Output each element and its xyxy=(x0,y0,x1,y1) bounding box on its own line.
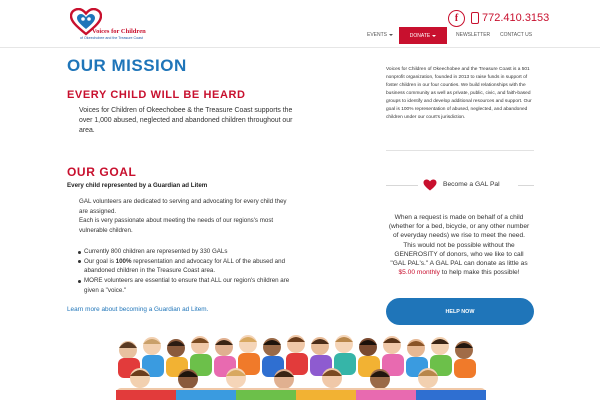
chevron-down-icon xyxy=(389,34,393,36)
gal-pal-title: Become a GAL Pal xyxy=(443,181,500,188)
gal-pal-text: When a request is made on behalf of a child (whether for a bed, bicycle, or any other number of everyday needs) we rise to meet the need. This would not be possible without the GENEROSITY of donors, who we like to call "GAL PAL's." A GAL PAL can donate as little as xyxy=(388,214,530,268)
goal-bullet-list xyxy=(84,247,296,296)
gal-pal-heading xyxy=(386,177,534,193)
nav-events[interactable] xyxy=(367,27,393,43)
heart-icon xyxy=(423,179,437,191)
divider xyxy=(386,150,534,151)
goal-paragraph-1: GAL volunteers are dedicated to serving and advocating for every child they are assigned. xyxy=(79,198,287,215)
list-item xyxy=(84,257,296,276)
nav-donate-label: DONATE xyxy=(409,32,431,39)
list-item: Currently 800 children are represented by 330 GALs xyxy=(84,247,296,257)
mission-title: OUR MISSION xyxy=(67,56,187,75)
about-text: Voices for Children of Okeechobee and the Treasure Coast is a 501 nonprofit organization, founded in 2013 to raise funds in support of foster children in our four counties. We build relationships with the business community as well as private, public, civic, and faith-based groups to identify and develop additional resources and support. Our goal is 100% representation of abused, neglected, and abandoned children under our court's jurisdiction. xyxy=(386,67,532,120)
mission-text: Voices for Children of Okeechobee & the Treasure Coast supports the over 1,000 abused, neglected and abandoned children throughout our area. xyxy=(79,107,293,134)
nav-contact-label: CONTACT US xyxy=(500,32,533,38)
nav-newsletter-label: NEWSLETTER xyxy=(456,32,491,38)
learn-more-link[interactable]: Learn more about becoming a Guardian ad Litem. xyxy=(67,306,209,313)
nav-events-label: EVENTS xyxy=(367,32,388,38)
logo[interactable] xyxy=(70,8,160,46)
logo-title: Voices for Children xyxy=(92,28,146,35)
phone-number[interactable]: 772.410.3153 xyxy=(482,12,550,24)
bullet-text: representation and advocacy for ALL of the abused and abandoned children in the Treasure Coast area. xyxy=(84,257,286,275)
donation-amount: $5.00 monthly xyxy=(398,269,440,277)
goal-paragraph-2: Each is very passionate about meeting the needs of our regions's most vulnerable children. xyxy=(79,217,274,235)
help-now-button[interactable]: HELP NOW xyxy=(386,298,534,325)
nav-newsletter[interactable] xyxy=(456,27,490,43)
children-group xyxy=(116,335,486,400)
chevron-down-icon xyxy=(432,35,436,37)
divider xyxy=(518,185,534,186)
goal-subtitle: Every child represented by a Guardian ad Litem xyxy=(67,182,208,189)
goal-description xyxy=(79,197,297,236)
goal-title: OUR GOAL xyxy=(67,165,137,179)
contact-bar xyxy=(448,9,549,27)
nav-contact-us[interactable] xyxy=(500,27,532,43)
gal-pal-text-end: to help make this possible! xyxy=(439,269,520,277)
phone-icon xyxy=(471,12,479,24)
nav-donate-button[interactable] xyxy=(399,27,447,44)
mission-subtitle: EVERY CHILD WILL BE HEARD xyxy=(67,89,246,101)
bullet-text: Our goal is xyxy=(84,257,116,265)
logo-subtitle: of Okeechobee and the Treasure Coast xyxy=(80,36,143,40)
bullet-bold-text: 100% xyxy=(115,257,132,265)
divider xyxy=(386,185,418,186)
facebook-icon[interactable]: f xyxy=(448,10,465,27)
children-photo xyxy=(0,328,600,400)
site-header xyxy=(0,0,600,48)
gal-pal-description xyxy=(386,213,532,277)
list-item: MORE volunteers are essential to ensure that ALL our region's children are given a "voice." xyxy=(84,276,296,295)
